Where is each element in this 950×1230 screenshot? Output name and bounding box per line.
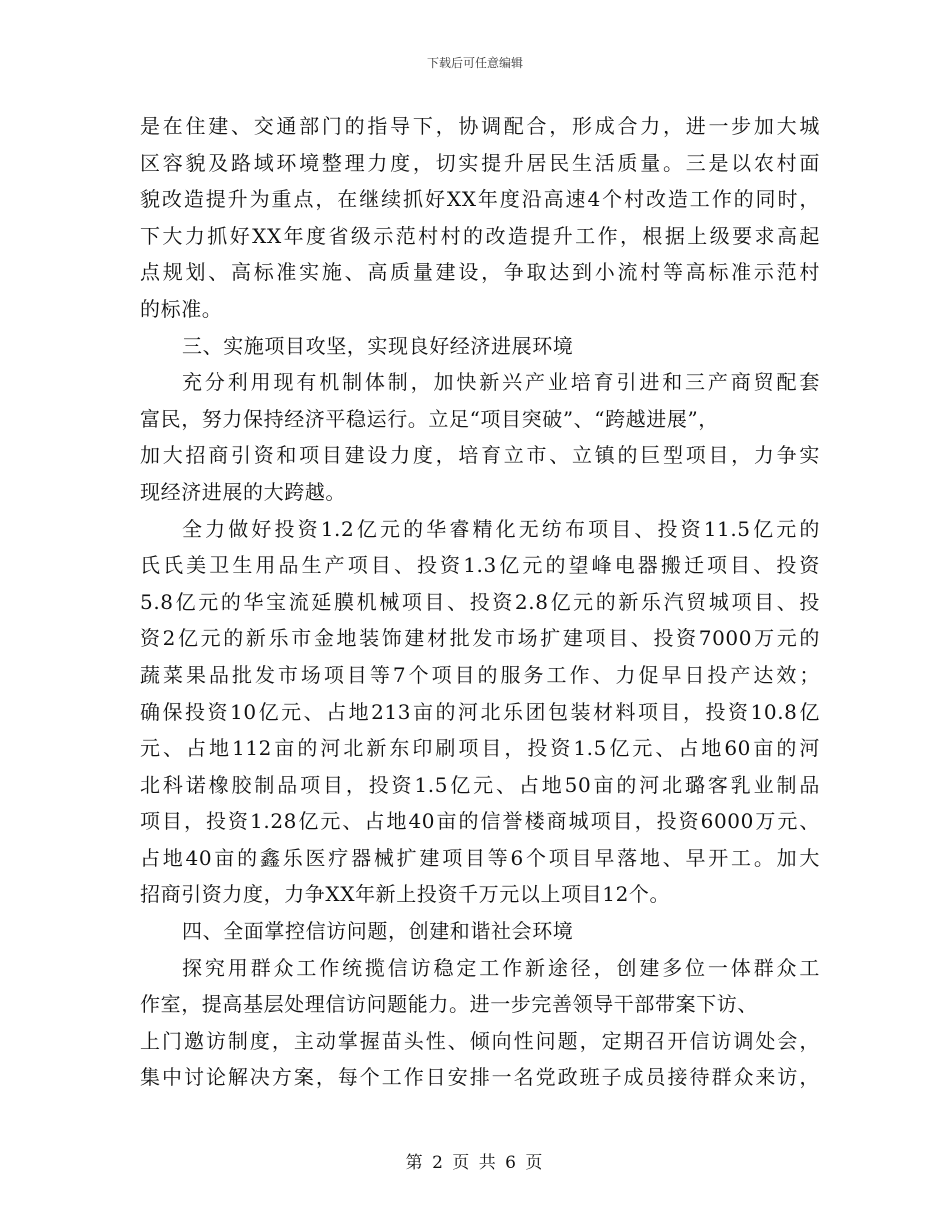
text-line: 元、占地112亩的河北新东印刷项目，投资1.5亿元、占地60亩的河	[140, 736, 820, 761]
text-line: 北科诺橡胶制品项目，投资1.5亿元、占地50亩的河北璐客乳业制品	[140, 772, 820, 797]
text-line: 富民，努力保持经济平稳运行。立足“项目突破”、“跨越进展”，	[140, 406, 719, 431]
text-line: 5.8亿元的华宝流延膜机械项目、投资2.8亿元的新乐汽贸城项目、投	[140, 589, 820, 614]
text-line: 蔬菜果品批发市场项目等7个项目的服务工作、力促早日投产达效；	[140, 662, 820, 687]
text-line: 现经济进展的大跨越。	[140, 479, 346, 504]
text-line: 探究用群众工作统揽信访稳定工作新途径，创建多位一体群众工	[182, 955, 820, 980]
text-line: 的标准。	[140, 296, 223, 321]
text-line: 点规划、高标准实施、高质量建设，争取达到小流村等高标准示范村	[140, 260, 820, 285]
text-line: 充分利用现有机制体制，加快新兴产业培育引进和三产商贸配套	[182, 370, 820, 395]
text-line: 全力做好投资1.2亿元的华睿精化无纺布项目、投资11.5亿元的	[182, 516, 820, 541]
text-line: 上门邀访制度，主动掌握苗头性、倾向性问题，定期召开信访调处会，	[140, 1028, 820, 1053]
text-line: 作室，提高基层处理信访问题能力。进一步完善领导干部带案下访、	[140, 992, 758, 1017]
text-line: 招商引资力度，力争XX年新上投资千万元以上项目12个。	[140, 882, 671, 907]
text-line: 集中讨论解决方案，每个工作日安排一名党政班子成员接待群众来访，	[140, 1065, 820, 1090]
page-footer: 第 2 页 共 6 页	[405, 1153, 545, 1173]
text-line: 四、全面掌控信访问题，创建和谐社会环境	[182, 919, 574, 944]
document-body	[140, 108, 820, 1096]
text-line: 貌改造提升为重点，在继续抓好XX年度沿高速4个村改造工作的同时，	[140, 187, 820, 212]
text-line: 项目，投资1.28亿元、占地40亩的信誉楼商城项目，投资6000万元、	[140, 809, 820, 834]
text-line: 加大招商引资和项目建设力度，培育立市、立镇的巨型项目，力争实	[140, 443, 820, 468]
text-line: 三、实施项目攻坚，实现良好经济进展环境	[182, 333, 574, 358]
text-line: 下大力抓好XX年度省级示范村村的改造提升工作，根据上级要求高起	[140, 223, 820, 248]
text-line: 区容貌及路域环境整理力度，切实提升居民生活质量。三是以农村面	[140, 150, 820, 175]
page-header: 下载后可任意编辑	[426, 56, 523, 70]
text-line: 占地40亩的鑫乐医疗器械扩建项目等6个项目早落地、早开工。加大	[140, 845, 820, 870]
text-line: 资2亿元的新乐市金地装饰建材批发市场扩建项目、投资7000万元的	[140, 626, 820, 651]
text-line: 氏氏美卫生用品生产项目、投资1.3亿元的望峰电器搬迁项目、投资	[140, 553, 820, 578]
text-line: 确保投资10亿元、占地213亩的河北乐团包装材料项目，投资10.8亿	[140, 699, 820, 724]
text-line: 是在住建、交通部门的指导下，协调配合，形成合力，进一步加大城	[140, 114, 820, 138]
